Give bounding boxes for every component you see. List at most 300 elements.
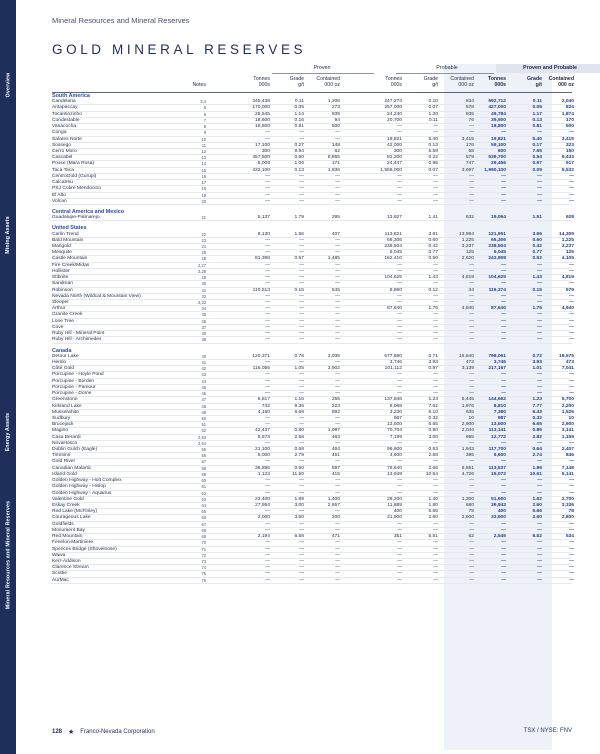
- cell-proven-tonnes: —: [265, 558, 270, 564]
- cell-proven-contained: —: [335, 558, 340, 564]
- cell-pp-tonnes: 798,061: [488, 353, 506, 359]
- cell-pp-tonnes: 59,100: [491, 142, 506, 148]
- cell-proven-tonnes: 5,009: [257, 161, 270, 167]
- cell-proven-tonnes: —: [265, 136, 270, 142]
- cell-proven-grade: —: [299, 391, 304, 397]
- cell-probable-contained: —: [469, 372, 474, 378]
- cell-probable-grade: 2.66: [428, 465, 438, 471]
- cell-probable-grade: —: [433, 262, 438, 268]
- cell-probable-tonnes: 13,949: [387, 471, 402, 477]
- note-ref: 17: [201, 180, 206, 186]
- asset-name: Porcupine - Hoyle Pond: [52, 372, 104, 378]
- asset-name: Posse (Mara Rosa): [52, 161, 95, 167]
- cell-pp-grade: —: [537, 552, 542, 558]
- note-ref: 60: [201, 478, 206, 484]
- cell-pp-tonnes: —: [501, 198, 506, 204]
- cell-probable-contained: —: [469, 130, 474, 136]
- cell-pp-contained: —: [569, 312, 574, 318]
- cell-probable-contained: —: [469, 459, 474, 465]
- asset-name: Red Mountain: [52, 534, 83, 540]
- note-ref: 75: [201, 571, 206, 577]
- cell-pp-contained: —: [569, 337, 574, 343]
- cell-pp-grade: —: [537, 186, 542, 192]
- cell-proven-grade: —: [299, 324, 304, 330]
- cell-proven-grade: —: [299, 378, 304, 384]
- asset-name: Kirkland Lake: [52, 403, 82, 409]
- cell-pp-contained: —: [569, 372, 574, 378]
- asset-name: Sudbury: [52, 415, 71, 421]
- cell-pp-grade: —: [537, 268, 542, 274]
- cell-proven-tonnes: —: [265, 268, 270, 274]
- cell-probable-grade: 0.07: [428, 105, 438, 111]
- cell-proven-grade: 1.79: [294, 215, 304, 221]
- cell-proven-tonnes: 6,817: [257, 397, 270, 403]
- asset-name: AurMac: [52, 577, 69, 583]
- cell-probable-grade: —: [433, 130, 438, 136]
- cell-proven-grade: 3.00: [294, 503, 304, 508]
- cell-pp-contained: 534: [565, 534, 574, 540]
- cell-probable-tonnes: —: [397, 378, 402, 384]
- cell-proven-tonnes: 8,130: [257, 231, 270, 237]
- cell-proven-tonnes: —: [265, 527, 270, 533]
- cell-probable-tonnes: 66,306: [387, 237, 402, 243]
- note-ref: 31: [201, 287, 206, 293]
- sidebar-tab-label: Mineral Resources and Mineral Reserves: [5, 500, 12, 610]
- region-label: South America: [52, 93, 90, 99]
- note-ref: 25: [201, 250, 206, 256]
- cell-probable-grade: —: [433, 391, 438, 397]
- cell-probable-tonnes: 987: [393, 415, 402, 421]
- cell-proven-tonnes: —: [265, 293, 270, 299]
- cell-probable-tonnes: —: [397, 372, 402, 378]
- cell-proven-grade: 0.15: [294, 287, 304, 293]
- cell-probable-tonnes: —: [397, 198, 402, 204]
- cell-proven-contained: —: [335, 359, 340, 365]
- cell-probable-contained: —: [469, 552, 474, 558]
- cell-probable-contained: —: [469, 268, 474, 274]
- cell-probable-grade: —: [433, 571, 438, 577]
- cell-proven-tonnes: 170,000: [252, 105, 270, 111]
- cell-proven-contained: 1,400: [327, 496, 340, 502]
- cell-proven-contained: 463: [331, 434, 340, 440]
- note-ref: 5: [203, 105, 206, 111]
- note-ref: 8: [203, 124, 206, 130]
- cell-pp-grade: —: [537, 180, 542, 186]
- cell-proven-grade: —: [299, 422, 304, 428]
- asset-name: Greenstone: [52, 397, 78, 403]
- cell-probable-tonnes: 24,240: [387, 111, 402, 117]
- region-label: Central America and Mexico: [52, 208, 124, 215]
- cell-probable-tonnes: —: [397, 186, 402, 192]
- asset-name: Arthur: [52, 306, 66, 312]
- cell-proven-grade: 9.36: [294, 403, 304, 409]
- cell-pp-contained: —: [569, 577, 574, 583]
- cell-proven-grade: —: [299, 244, 304, 250]
- cell-proven-tonnes: 345,438: [252, 99, 270, 105]
- cell-pp-contained: 3,237: [561, 244, 574, 250]
- asset-name: Gold River: [52, 459, 76, 465]
- cell-proven-contained: —: [335, 337, 340, 343]
- asset-name: Golden Highway - Holt Complex: [52, 478, 122, 484]
- cell-proven-contained: —: [335, 324, 340, 330]
- cell-probable-contained: —: [469, 180, 474, 186]
- cell-pp-contained: 170: [565, 117, 574, 123]
- cell-proven-contained: —: [335, 300, 340, 305]
- cell-pp-tonnes: 7,380: [493, 409, 506, 415]
- cell-pp-contained: —: [569, 546, 574, 552]
- asset-name: Spences Bridge (Shovelnose): [52, 546, 117, 552]
- note-ref: 2,28: [198, 268, 206, 274]
- cell-proven-contained: 3,035: [327, 353, 340, 359]
- cell-probable-grade: —: [433, 281, 438, 287]
- cell-probable-grade: 5.40: [428, 136, 438, 142]
- cell-probable-contained: 1,300: [461, 496, 474, 502]
- cell-proven-grade: 0.78: [294, 353, 304, 359]
- cell-pp-grade: —: [537, 440, 542, 446]
- note-ref: 73: [201, 558, 206, 564]
- cell-probable-tonnes: —: [397, 130, 402, 136]
- cell-proven-contained: 500: [331, 124, 340, 130]
- cell-proven-tonnes: —: [265, 378, 270, 384]
- cell-pp-grade: —: [537, 198, 542, 204]
- cell-probable-contained: —: [469, 192, 474, 198]
- cell-probable-tonnes: —: [397, 293, 402, 299]
- sidebar-tab-mineral-resources[interactable]: [2, 470, 14, 640]
- cell-pp-contained: 3,336: [561, 503, 574, 508]
- cell-proven-grade: —: [299, 459, 304, 465]
- cell-pp-tonnes: —: [501, 478, 506, 484]
- cell-pp-grade: —: [537, 484, 542, 490]
- cell-proven-grade: —: [299, 173, 304, 179]
- note-ref: 46: [201, 391, 206, 397]
- cell-pp-tonnes: —: [501, 440, 506, 446]
- cell-proven-tonnes: —: [265, 459, 270, 465]
- cell-proven-tonnes: —: [265, 571, 270, 577]
- cell-probable-contained: 76: [468, 117, 474, 123]
- group-probable: Probable: [436, 65, 458, 71]
- cell-proven-tonnes: —: [265, 565, 270, 571]
- cell-proven-grade: 6.69: [294, 409, 304, 415]
- cell-pp-grade: —: [537, 571, 542, 577]
- asset-name: Stibnite: [52, 275, 69, 281]
- cell-probable-tonnes: 400: [393, 509, 402, 515]
- asset-name: Castle Mountain: [52, 256, 88, 262]
- cell-probable-tonnes: 11,889: [387, 503, 402, 508]
- cell-proven-contained: —: [335, 552, 340, 558]
- cell-pp-tonnes: 427,000: [488, 105, 506, 111]
- cell-pp-contained: —: [569, 565, 574, 571]
- cell-probable-contained: 2,900: [461, 422, 474, 428]
- cell-probable-grade: —: [433, 484, 438, 490]
- cell-proven-grade: —: [299, 546, 304, 552]
- note-ref: 44: [201, 378, 206, 384]
- cell-pp-grade: 0.72: [532, 353, 542, 359]
- cell-probable-tonnes: 113,821: [384, 231, 402, 237]
- cell-probable-contained: —: [469, 281, 474, 287]
- cell-proven-grade: —: [299, 540, 304, 546]
- cell-probable-contained: —: [469, 490, 474, 496]
- cell-probable-contained: 579: [465, 155, 474, 161]
- cell-proven-contained: —: [335, 565, 340, 571]
- cell-proven-tonnes: 21,100: [255, 447, 270, 453]
- cell-proven-tonnes: —: [265, 306, 270, 312]
- cell-proven-contained: 223: [331, 403, 340, 409]
- column-header-row: [52, 74, 572, 93]
- cell-pp-contained: 78: [568, 509, 574, 515]
- cell-probable-tonnes: 24,447: [387, 161, 402, 167]
- cell-probable-grade: —: [433, 300, 438, 305]
- cell-proven-tonnes: 5,573: [257, 434, 270, 440]
- cell-pp-tonnes: 33,900: [491, 515, 506, 521]
- cell-probable-contained: 3,139: [461, 366, 474, 372]
- cell-probable-contained: 834: [465, 99, 474, 105]
- cell-proven-contained: —: [335, 415, 340, 421]
- cell-pp-contained: 5,532: [561, 167, 574, 173]
- note-ref: 65: [201, 509, 206, 515]
- cell-pp-grade: —: [537, 565, 542, 571]
- cell-probable-grade: —: [433, 378, 438, 384]
- cell-proven-tonnes: 81,398: [255, 256, 270, 262]
- cell-proven-tonnes: 4,150: [257, 409, 270, 415]
- cell-probable-tonnes: 137,846: [384, 397, 402, 403]
- asset-name: Carlin Trend: [52, 231, 79, 237]
- cell-proven-tonnes: 2,194: [257, 534, 270, 540]
- cell-probable-grade: —: [433, 293, 438, 299]
- asset-name: Wawa: [52, 552, 66, 558]
- cell-pp-grade: —: [537, 281, 542, 287]
- cell-pp-tonnes: 987: [497, 415, 506, 421]
- sidebar-tab-label: Overview: [5, 72, 12, 98]
- cell-pp-contained: 5,700: [561, 397, 574, 403]
- cell-proven-contained: —: [335, 306, 340, 312]
- cell-probable-tonnes: 13,500: [387, 422, 402, 428]
- asset-name: Goldfields: [52, 521, 74, 527]
- asset-name: El Alto: [52, 192, 66, 198]
- cell-probable-grade: 1.40: [428, 496, 438, 502]
- page-footer: [52, 728, 572, 736]
- cell-proven-tonnes: 23,400: [255, 496, 270, 502]
- cell-pp-tonnes: 15,072: [491, 471, 506, 477]
- cell-proven-contained: 3,902: [327, 366, 340, 372]
- cell-probable-grade: —: [433, 552, 438, 558]
- cell-pp-grade: 0.86: [532, 428, 542, 434]
- cell-pp-tonnes: —: [501, 558, 506, 564]
- note-ref: 43: [201, 372, 206, 378]
- cell-pp-tonnes: —: [501, 540, 506, 546]
- cell-pp-tonnes: 144,662: [488, 397, 506, 403]
- asset-name: Antapaccay: [52, 105, 78, 111]
- note-ref: 59: [201, 471, 206, 477]
- cell-pp-grade: 0.97: [532, 161, 542, 167]
- cell-probable-contained: 5,445: [461, 397, 474, 403]
- cell-probable-grade: 5.59: [428, 148, 438, 154]
- cell-probable-grade: —: [433, 490, 438, 496]
- cell-proven-contained: 471: [331, 534, 340, 540]
- cell-pp-tonnes: 39,500: [491, 117, 506, 123]
- cell-pp-grade: —: [537, 312, 542, 318]
- cell-probable-grade: —: [433, 318, 438, 324]
- cell-pp-tonnes: —: [501, 192, 506, 198]
- note-ref: 21: [201, 215, 206, 221]
- cell-proven-contained: 255: [331, 397, 340, 403]
- cell-proven-contained: —: [335, 136, 340, 142]
- note-ref: 10: [201, 136, 206, 142]
- cell-pp-tonnes: 1,990,100: [484, 167, 506, 173]
- note-ref: 49: [201, 409, 206, 415]
- cell-probable-contained: —: [469, 337, 474, 343]
- cell-proven-grade: —: [299, 384, 304, 390]
- cell-probable-contained: —: [469, 527, 474, 533]
- cell-pp-tonnes: 592,712: [488, 99, 506, 105]
- cell-proven-grade: —: [299, 237, 304, 243]
- cell-probable-tonnes: —: [397, 484, 402, 490]
- cell-pp-grade: 2.82: [532, 434, 542, 440]
- note-ref: 32: [201, 293, 206, 299]
- cell-pp-tonnes: 113,141: [488, 428, 506, 434]
- cell-proven-contained: —: [335, 262, 340, 268]
- cell-proven-tonnes: 110,513: [252, 287, 270, 293]
- cell-probable-contained: 34: [468, 287, 474, 293]
- cell-pp-grade: —: [537, 192, 542, 198]
- cell-probable-grade: —: [433, 312, 438, 318]
- cell-probable-grade: 0.12: [428, 287, 438, 293]
- cell-probable-tonnes: 7,199: [389, 434, 402, 440]
- cell-probable-tonnes: —: [397, 521, 402, 527]
- cell-probable-grade: 6.65: [428, 422, 438, 428]
- cell-probable-tonnes: —: [397, 527, 402, 533]
- cell-pp-grade: 1.23: [532, 397, 542, 403]
- cell-proven-grade: —: [299, 136, 304, 142]
- cell-pp-tonnes: 8,810: [493, 403, 506, 409]
- cell-pp-contained: 4,940: [561, 306, 574, 312]
- table-body: [52, 93, 572, 584]
- asset-name: Côté Gold: [52, 366, 75, 372]
- cell-probable-tonnes: 82,200: [387, 155, 402, 161]
- asset-name: Monument Bay: [52, 527, 85, 533]
- note-ref: 40: [201, 353, 206, 359]
- note-ref: 34: [201, 306, 206, 312]
- cell-pp-tonnes: 87,640: [491, 306, 506, 312]
- cell-proven-tonnes: —: [265, 391, 270, 397]
- cell-probable-contained: 2,044: [461, 428, 474, 434]
- cell-pp-grade: —: [537, 378, 542, 384]
- cell-probable-contained: 1,976: [461, 403, 474, 409]
- cell-probable-contained: 4,726: [461, 471, 474, 477]
- cell-proven-tonnes: —: [265, 521, 270, 527]
- cell-pp-grade: 1.51: [532, 215, 542, 221]
- asset-name: Ruby Hill - Mineral Point: [52, 331, 105, 337]
- cell-pp-contained: —: [569, 478, 574, 484]
- cell-probable-tonnes: 257,000: [384, 105, 402, 111]
- cell-probable-grade: 1.43: [428, 275, 438, 281]
- cell-pp-grade: 1.01: [532, 366, 542, 372]
- cell-proven-contained: 62: [334, 148, 340, 154]
- asset-name: PSJ Cobre Mendocino: [52, 186, 101, 192]
- cell-probable-tonnes: 13,927: [387, 215, 402, 221]
- cell-proven-tonnes: 457,500: [252, 155, 270, 161]
- cell-pp-contained: 4,819: [561, 275, 574, 281]
- cell-proven-contained: —: [335, 318, 340, 324]
- cell-pp-contained: —: [569, 331, 574, 337]
- cell-pp-contained: 473: [565, 359, 574, 365]
- note-ref: 66: [201, 515, 206, 521]
- cell-probable-tonnes: 1,558,000: [380, 167, 402, 173]
- cell-pp-tonnes: 117,700: [488, 447, 506, 453]
- cell-pp-grade: —: [537, 331, 542, 337]
- cell-proven-grade: —: [299, 306, 304, 312]
- cell-proven-contained: —: [335, 372, 340, 378]
- asset-name: Eskay Creek: [52, 503, 80, 508]
- cell-pp-grade: 10.61: [529, 471, 542, 477]
- cell-pp-contained: 125: [565, 250, 574, 256]
- note-ref: 30: [201, 281, 206, 287]
- cell-pp-contained: 2,700: [561, 496, 574, 502]
- cell-probable-tonnes: 8,860: [389, 287, 402, 293]
- cell-probable-grade: 3.93: [428, 359, 438, 365]
- cell-probable-contained: —: [469, 484, 474, 490]
- cell-pp-tonnes: —: [501, 378, 506, 384]
- cell-pp-tonnes: 5,045: [493, 250, 506, 256]
- cell-pp-grade: 1.43: [532, 275, 542, 281]
- table-row: [52, 578, 572, 584]
- cell-proven-contained: —: [335, 527, 340, 533]
- cell-proven-tonnes: 17,100: [255, 142, 270, 148]
- cell-probable-contained: 3,697: [461, 167, 474, 173]
- sidebar-tab-label: Energy Assets: [5, 412, 12, 452]
- cell-proven-contained: —: [335, 198, 340, 204]
- sidebar-tab-mining-assets[interactable]: [2, 140, 14, 330]
- asset-name: Mesquite: [52, 250, 72, 256]
- cell-pp-contained: —: [569, 293, 574, 299]
- cell-probable-grade: 2.68: [428, 453, 438, 459]
- cell-proven-grade: —: [299, 318, 304, 324]
- cell-proven-tonnes: —: [265, 478, 270, 484]
- cell-probable-contained: —: [469, 384, 474, 390]
- cell-proven-tonnes: —: [265, 372, 270, 378]
- note-ref: 50: [201, 415, 206, 421]
- cell-pp-grade: 1.75: [532, 306, 542, 312]
- cell-pp-grade: —: [537, 384, 542, 390]
- asset-name: Cascabel: [52, 155, 73, 161]
- cell-probable-tonnes: 247,274: [384, 99, 402, 105]
- cell-pp-tonnes: —: [501, 173, 506, 179]
- cell-proven-tonnes: —: [265, 192, 270, 198]
- cell-proven-tonnes: 18,600: [255, 117, 270, 123]
- cell-pp-contained: 846: [565, 453, 574, 459]
- cell-pp-contained: —: [569, 484, 574, 490]
- note-ref: 55: [201, 447, 206, 453]
- cell-probable-contained: —: [469, 262, 474, 268]
- cell-proven-contained: —: [335, 130, 340, 136]
- cell-proven-grade: —: [299, 509, 304, 515]
- asset-name: Clarence Stream: [52, 565, 89, 571]
- group-proven-probable: Proven and Probable: [496, 64, 600, 73]
- asset-name: Magino: [52, 428, 69, 434]
- cell-proven-contained: —: [335, 490, 340, 496]
- cell-proven-grade: 0.50: [294, 465, 304, 471]
- cell-proven-tonnes: —: [265, 318, 270, 324]
- cell-proven-grade: 1.16: [294, 397, 304, 403]
- cell-probable-contained: —: [469, 324, 474, 330]
- cell-probable-tonnes: —: [397, 565, 402, 571]
- cell-proven-contained: 273: [331, 105, 340, 111]
- cell-proven-contained: —: [335, 521, 340, 527]
- cell-proven-tonnes: 5,000: [257, 453, 270, 459]
- note-ref: 70: [201, 540, 206, 546]
- cell-pp-tonnes: 217,167: [488, 366, 506, 372]
- cell-probable-grade: —: [433, 558, 438, 564]
- cell-probable-tonnes: —: [397, 300, 402, 305]
